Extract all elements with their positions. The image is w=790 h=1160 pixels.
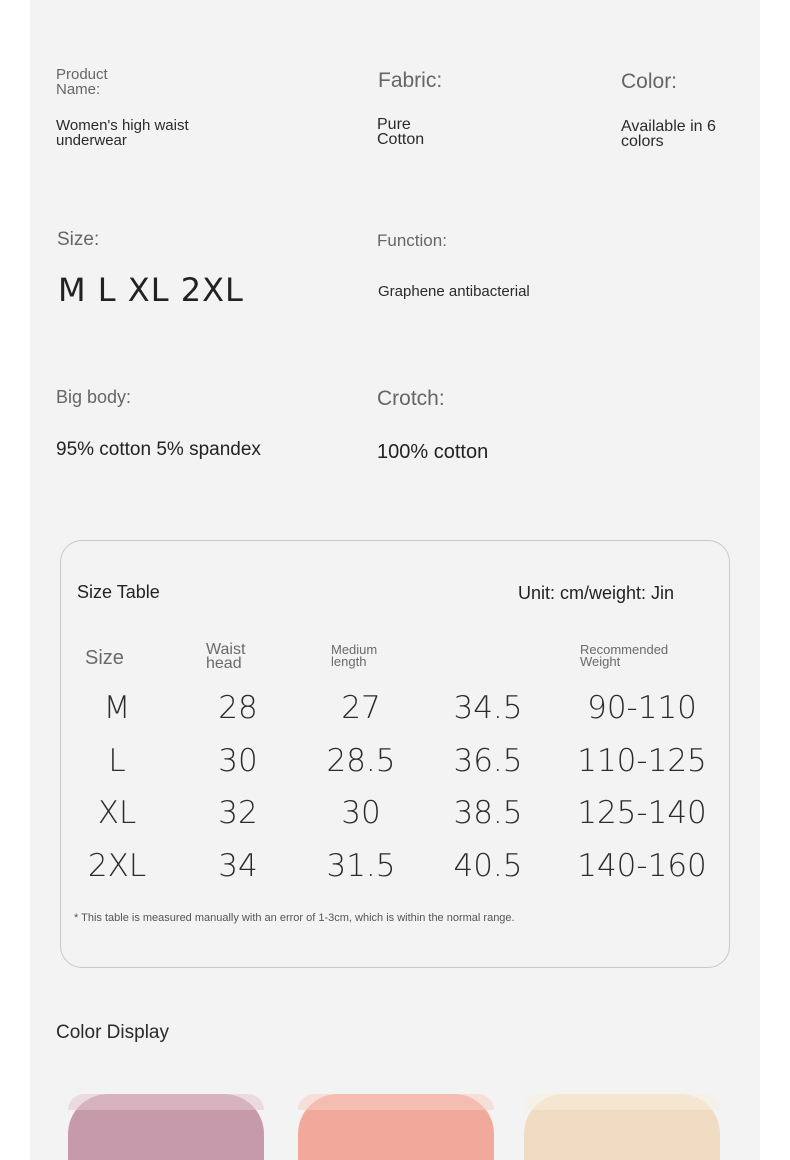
cell-weight: 140-160 bbox=[577, 848, 707, 884]
cell-length: 30 bbox=[341, 795, 381, 831]
cell-size: M bbox=[103, 690, 131, 726]
cell-waist: 28 bbox=[218, 690, 258, 726]
big-body-value: 95% cotton 5% spandex bbox=[56, 439, 261, 460]
size-table-title: Size Table bbox=[77, 582, 160, 602]
cell-size: XL bbox=[97, 795, 137, 831]
cell-length: 28.5 bbox=[326, 743, 396, 779]
cell-hip: 36.5 bbox=[453, 743, 523, 779]
cell-waist: 32 bbox=[218, 795, 258, 831]
waistband bbox=[298, 1094, 494, 1110]
crotch-label: Crotch: bbox=[377, 387, 445, 410]
cell-hip: 38.5 bbox=[453, 795, 523, 831]
fabric-value: Pure Cotton bbox=[377, 116, 425, 148]
color-swatch-cream bbox=[524, 1094, 720, 1160]
size-table-note: * This table is measured manually with an error of 1-3cm, which is within the normal range. bbox=[74, 912, 515, 924]
cell-hip: 40.5 bbox=[453, 848, 523, 884]
big-body-label: Big body: bbox=[56, 387, 132, 407]
header-waist: Waist head bbox=[206, 641, 246, 672]
cell-waist: 34 bbox=[218, 848, 258, 884]
size-table-unit: Unit: cm/weight: Jin bbox=[518, 583, 675, 603]
header-recommended-weight: Recommended Weight bbox=[580, 642, 669, 669]
cell-weight: 125-140 bbox=[577, 795, 707, 831]
size-label: Size: bbox=[57, 229, 100, 250]
product-name-label: Product Name: bbox=[56, 66, 108, 98]
size-value: M L XL 2XL bbox=[58, 271, 244, 309]
cell-length: 31.5 bbox=[326, 848, 396, 884]
cell-size: L bbox=[108, 743, 126, 779]
header-medium-length: Medium length bbox=[331, 642, 378, 669]
header-size: Size bbox=[85, 647, 124, 669]
cell-waist: 30 bbox=[218, 743, 258, 779]
color-swatch-peach bbox=[298, 1094, 494, 1160]
waistband bbox=[524, 1094, 720, 1110]
waistband bbox=[68, 1094, 264, 1110]
color-label: Color: bbox=[621, 70, 678, 93]
color-display-title: Color Display bbox=[56, 1022, 169, 1043]
color-swatch-pink bbox=[68, 1094, 264, 1160]
function-value: Graphene antibacterial bbox=[378, 283, 530, 300]
cell-length: 27 bbox=[341, 690, 381, 726]
function-label: Function: bbox=[377, 231, 447, 250]
cell-weight: 110-125 bbox=[577, 743, 707, 779]
color-value: Available in 6 colors bbox=[621, 118, 716, 150]
cell-weight: 90-110 bbox=[587, 690, 697, 726]
crotch-value: 100% cotton bbox=[377, 441, 489, 463]
product-name-value: Women's high waist underwear bbox=[56, 117, 189, 149]
cell-hip: 34.5 bbox=[453, 690, 523, 726]
fabric-label: Fabric: bbox=[378, 69, 443, 92]
cell-size: 2XL bbox=[87, 848, 147, 884]
